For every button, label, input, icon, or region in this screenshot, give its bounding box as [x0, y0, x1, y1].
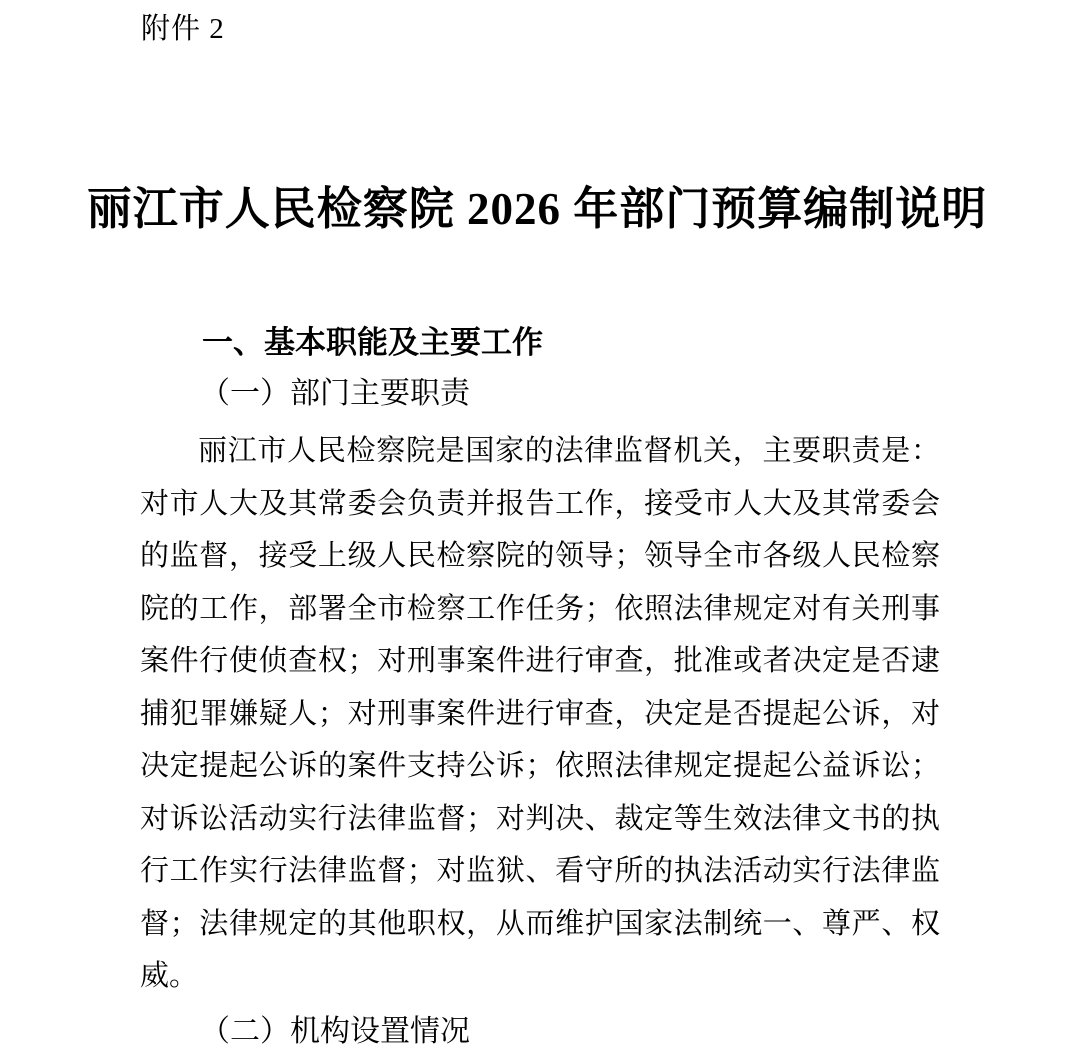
section-heading-basic-functions: 一、基本职能及主要工作: [202, 325, 543, 360]
subsection-heading-organization-setup: （二）机构设置情况: [200, 1015, 470, 1048]
body-paragraph: [140, 425, 940, 1003]
body-line: 案件行使侦查权；对刑事案件进行审查，批准或者决定是否逮: [140, 645, 940, 677]
document-title: 丽江市人民检察院 2026 年部门预算编制说明: [86, 184, 988, 234]
body-line: 院的工作，部署全市检察工作任务；依照法律规定对有关刑事: [140, 592, 940, 625]
subsection-heading-main-duties: （一）部门主要职责: [200, 377, 470, 410]
body-line: 丽江市人民检察院是国家的法律监督机关，主要职责是：: [198, 435, 940, 467]
body-line: 督；法律规定的其他职权，从而维护国家法制统一、尊严、权: [140, 907, 940, 940]
body-line: 决定提起公诉的案件支持公诉；依照法律规定提起公益诉讼；: [140, 750, 940, 782]
body-line: 对诉讼活动实行法律监督；对判决、裁定等生效法律文书的执: [140, 802, 940, 835]
attachment-label: 附件 2: [141, 13, 225, 45]
body-line: 行工作实行法律监督；对监狱、看守所的执法活动实行法律监: [140, 855, 940, 887]
body-line: 威。: [140, 960, 199, 992]
body-line: 的监督，接受上级人民检察院的领导；领导全市各级人民检察: [140, 540, 940, 572]
body-line: 对市人大及其常委会负责并报告工作，接受市人大及其常委会: [140, 487, 940, 520]
body-line: 捕犯罪嫌疑人；对刑事案件进行审查，决定是否提起公诉，对: [140, 697, 940, 730]
